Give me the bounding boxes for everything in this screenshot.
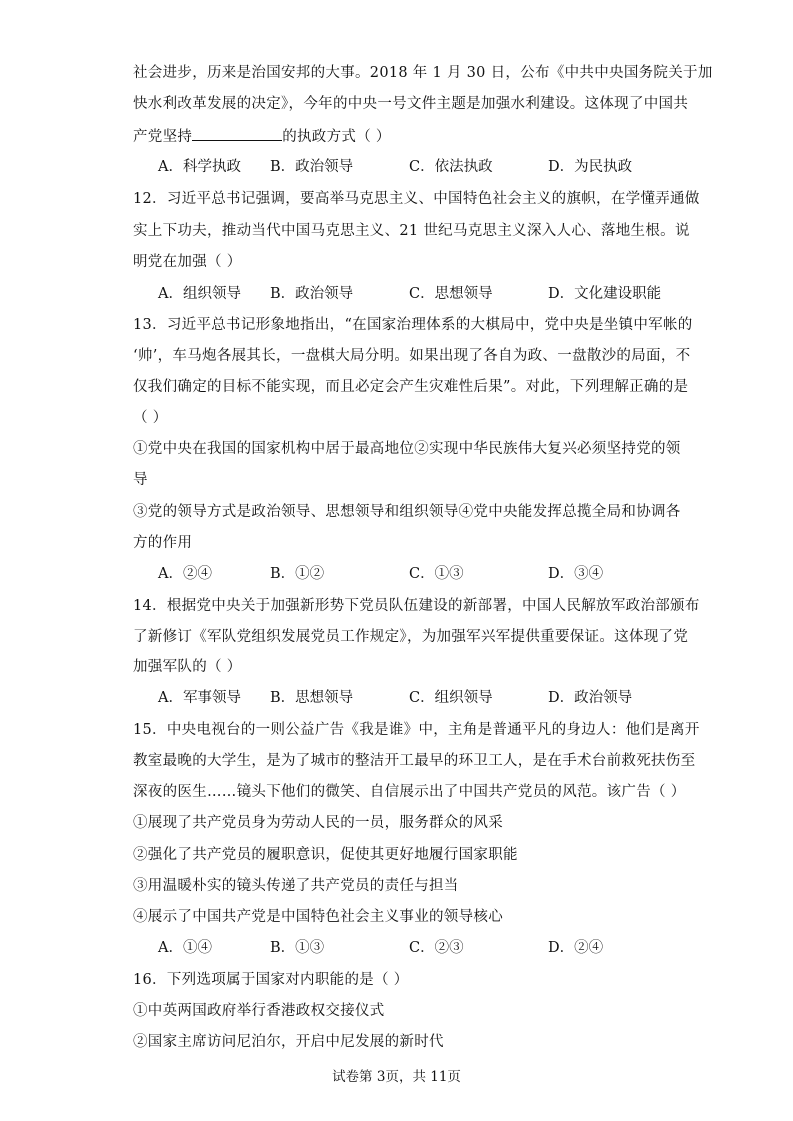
q13-statement-1-2: ①党中央在我国的国家机构中居于最高地位②实现中华民族伟大复兴必须坚持党的领	[133, 441, 681, 457]
q15-statement-2: ②强化了共产党员的履职意识，促使其更好地履行国家职能	[133, 847, 518, 863]
q13-text-line-3: 仅我们确定的目标不能实现，而且必定会产生灾难性后果”。对此，下列理解正确的是	[133, 379, 689, 395]
q12-option-a: A．组织领导	[158, 286, 241, 302]
q14-option-d: D．政治领导	[548, 690, 633, 706]
q11-option-a: A．科学执政	[158, 159, 241, 175]
q12-text-line-3: 明党在加强（ ）	[133, 254, 242, 270]
q13-text-line-1: 13．习近平总书记形象地指出，“在国家治理体系的大棋局中，党中央是坐镇中军帐的	[133, 317, 693, 333]
q15-option-d: D．②④	[548, 940, 604, 956]
q14-text-line-2: 了新修订《军队党组织发展党员工作规定》，为加强军兴军提供重要保证。这体现了党	[133, 629, 689, 645]
q13-text-line-2: ‘帅’，车马炮各展其长，一盘棋大局分明。如果出现了各自为政、一盘散沙的局面，不	[133, 348, 691, 364]
q13-option-a: A．②④	[158, 566, 212, 582]
q11-text-line-1: 社会进步，历来是治国安邦的大事。2018 年 1 月 30 日，公布《中共中央国务院关于加	[133, 65, 713, 81]
q16-statement-2: ②国家主席访问尼泊尔，开启中尼发展的新时代	[133, 1034, 444, 1050]
q14-text-line-3: 加强军队的（ ）	[133, 659, 242, 675]
q15-option-a: A．①④	[158, 940, 212, 956]
q15-statement-1: ①展现了共产党员身为劳动人民的一员，服务群众的风采	[133, 815, 503, 831]
q11-option-b: B．政治领导	[270, 159, 354, 175]
q13-statement-3-4-cont: 方的作用	[133, 535, 193, 551]
q12-option-c: C．思想领导	[409, 286, 493, 302]
q14-option-a: A．军事领导	[158, 690, 241, 706]
q11-option-d: D．为民执政	[548, 159, 633, 175]
q12-option-d: D．文化建设职能	[548, 286, 662, 302]
q16-statement-1: ①中英两国政府举行香港政权交接仪式	[133, 1003, 385, 1019]
fill-in-blank	[192, 126, 282, 141]
q13-statement-1-2-cont: 导	[133, 472, 148, 488]
q16-text-line-1: 16．下列选项属于国家对内职能的是（ ）	[133, 972, 409, 988]
q13-statement-3-4: ③党的领导方式是政治领导、思想领导和组织领导④党中央能发挥总揽全局和协调各	[133, 504, 681, 520]
q11-text-line-3	[133, 126, 391, 147]
q15-text-line-2: 教室最晚的大学生，是为了城市的整洁开工最早的环卫工人，是在手术台前救死扶伤至	[133, 753, 696, 769]
q14-text-line-1: 14．根据党中央关于加强新形势下党员队伍建设的新部署，中国人民解放军政治部颁布	[133, 598, 700, 614]
q15-option-c: C．②③	[409, 940, 464, 956]
q13-option-d: D．③④	[548, 566, 604, 582]
q11-option-c: C．依法执政	[409, 159, 493, 175]
q13-option-b: B．①②	[270, 566, 325, 582]
q15-text-line-1: 15．中央电视台的一则公益广告《我是谁》中，主角是普通平凡的身边人：他们是离开	[133, 722, 700, 738]
q13-option-c: C．①③	[409, 566, 464, 582]
page-footer: 试卷第 3页，共 11页	[332, 1069, 461, 1085]
q15-text-line-3: 深夜的医生……镜头下他们的微笑、自信展示出了中国共产党员的风范。该广告（ ）	[133, 784, 686, 800]
q11-text-line-2: 快水利改革发展的决定》，今年的中央一号文件主题是加强水利建设。这体现了中国共	[133, 96, 689, 112]
q11-text-after-blank: 的执政方式（ ）	[282, 129, 391, 145]
q15-option-b: B．①③	[270, 940, 325, 956]
q13-text-line-4: （ ）	[133, 410, 168, 426]
q15-statement-4: ④展示了中国共产党是中国特色社会主义事业的领导核心	[133, 909, 503, 925]
q11-text-before-blank: 产党坚持	[133, 129, 193, 145]
q12-option-b: B．政治领导	[270, 286, 354, 302]
q12-text-line-2: 实上下功夫，推动当代中国马克思主义、21 世纪马克思主义深入人心、落地生根。说	[133, 223, 690, 239]
q12-text-line-1: 12．习近平总书记强调，要高举马克思主义、中国特色社会主义的旗帜，在学懂弄通做	[133, 191, 700, 207]
q15-statement-3: ③用温暖朴实的镜头传递了共产党员的责任与担当	[133, 878, 459, 894]
q14-option-c: C．组织领导	[409, 690, 493, 706]
q14-option-b: B．思想领导	[270, 690, 354, 706]
